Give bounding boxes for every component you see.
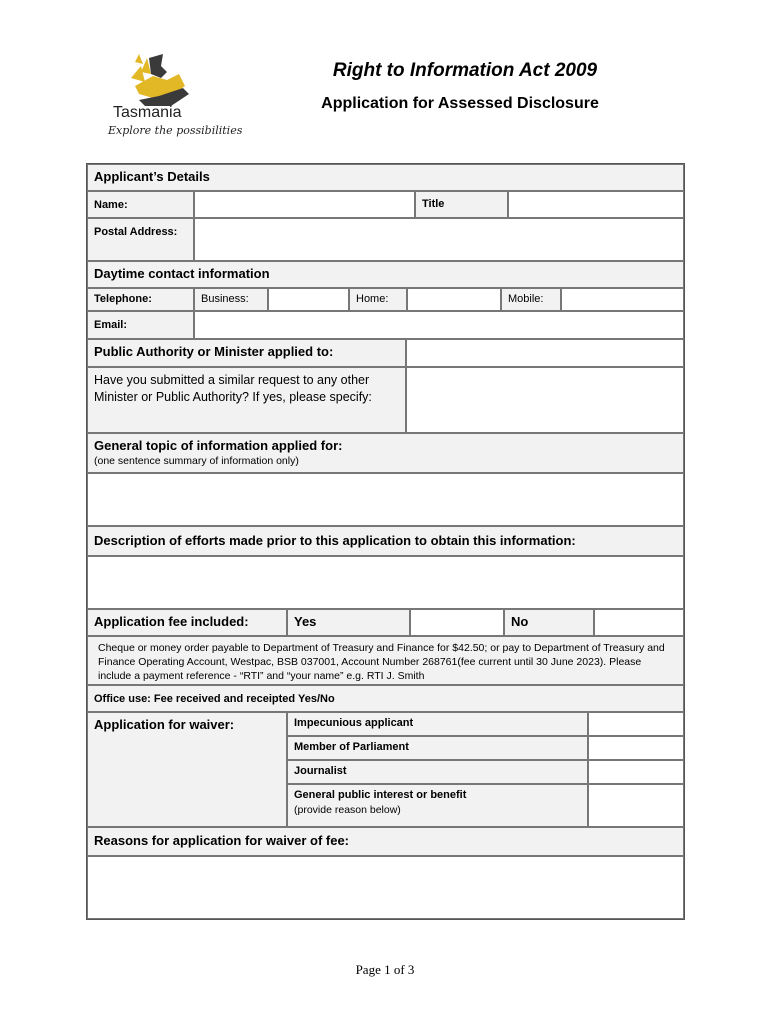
business-phone-field[interactable] [268, 288, 349, 311]
postal-address-label: Postal Address: [87, 218, 194, 261]
telephone-label: Telephone: [87, 288, 194, 311]
public-authority-field[interactable] [406, 339, 684, 367]
application-form [86, 163, 685, 920]
daytime-contact-heading: Daytime contact information [87, 261, 684, 288]
fee-no-label: No [504, 609, 594, 636]
email-field[interactable] [194, 311, 684, 339]
similar-request-question: Have you submitted a similar request to any other Minister or Public Authority? If yes, please specify: [87, 367, 406, 433]
title-label: Title [415, 191, 508, 218]
waiver-option-impecunious: Impecunious applicant [287, 712, 588, 736]
general-topic-heading [87, 433, 684, 473]
efforts-heading: Description of efforts made prior to this application to obtain this information: [87, 526, 684, 556]
logo-tagline: Explore the possibilities [108, 124, 243, 137]
waiver-option-public-interest [287, 784, 588, 827]
mobile-label: Mobile: [501, 288, 561, 311]
waiver-reasons-field[interactable] [87, 856, 684, 919]
home-phone-field[interactable] [407, 288, 501, 311]
page-number: Page 1 of 3 [355, 962, 415, 977]
waiver-public-interest-checkbox[interactable] [588, 784, 684, 827]
waiver-reasons-heading: Reasons for application for waiver of fee: [87, 827, 684, 856]
waiver-impecunious-checkbox[interactable] [588, 712, 684, 736]
document-subtitle: Application for Assessed Disclosure [321, 95, 599, 112]
public-interest-label: General public interest or benefit [294, 789, 467, 801]
applicant-details-heading: Applicant’s Details [87, 164, 684, 191]
waiver-option-member-of-parliament: Member of Parliament [287, 736, 588, 760]
public-authority-label: Public Authority or Minister applied to: [87, 339, 406, 367]
waiver-journalist-checkbox[interactable] [588, 760, 684, 784]
general-topic-field[interactable] [87, 473, 684, 526]
mobile-phone-field[interactable] [561, 288, 684, 311]
general-topic-title: General topic of information applied for: [94, 438, 343, 453]
logo-word: Tasmania [113, 104, 182, 121]
business-label: Business: [194, 288, 268, 311]
name-label: Name: [87, 191, 194, 218]
fee-yes-label: Yes [287, 609, 410, 636]
email-label: Email: [87, 311, 194, 339]
public-interest-note: (provide reason below) [294, 804, 401, 816]
general-topic-note: (one sentence summary of information only) [94, 455, 299, 467]
waiver-label: Application for waiver: [87, 712, 287, 827]
home-label: Home: [349, 288, 407, 311]
fee-no-checkbox[interactable] [594, 609, 684, 636]
waiver-option-journalist: Journalist [287, 760, 588, 784]
name-field[interactable] [194, 191, 415, 218]
waiver-mp-checkbox[interactable] [588, 736, 684, 760]
similar-request-field[interactable] [406, 367, 684, 433]
document-title: Right to Information Act 2009 [332, 60, 598, 81]
postal-address-field[interactable] [194, 218, 684, 261]
fee-yes-checkbox[interactable] [410, 609, 504, 636]
application-fee-label: Application fee included: [87, 609, 287, 636]
payment-instructions: Cheque or money order payable to Department of Treasury and Finance for $42.50; or pay to Department of Treasury and Finance Operating Account, Westpac, BSB 037001, Account Number 268761(fee current until 30 June 2023). Please include a payment reference - “RTI” and “your name” e.g. RTI J. Smith [87, 636, 684, 685]
office-use-note: Office use: Fee received and receipted Yes/No [87, 685, 684, 712]
efforts-field[interactable] [87, 556, 684, 609]
title-field[interactable] [508, 191, 684, 218]
